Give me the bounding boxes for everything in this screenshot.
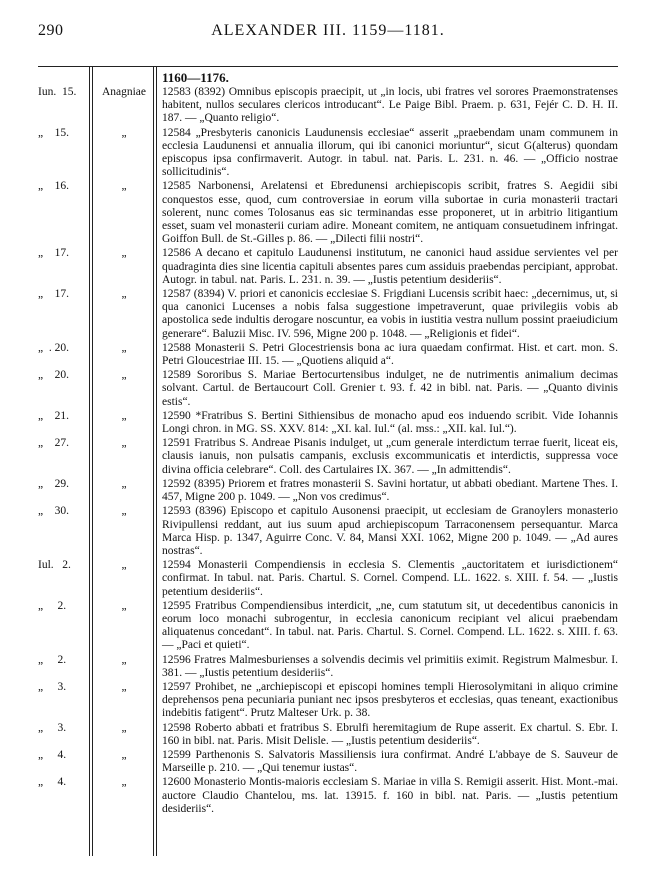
entry-text: 12585 Narbonensi, Arelatensi et Ebredunensi archiepiscopis scribit, fratres S. Aegidii sibi conquestos esse, quod, cum controversiae in eorum villa subortae in curia monasterii tractari solerent, nunc comes Tolosanus eas sic terminandas esse proponeret, ut in arbitrio litigantium esset, suam vel monasterii curiam adire. Moneant comitem, ne antiquam consuetudinem infringat. Goiffon Bull. de St.-Gilles p. 86. — „Dilecti filii nostri“. <box>162 180 618 246</box>
entry-row <box>38 722 618 749</box>
entry-place: „ <box>121 748 127 761</box>
entry-date: „ 17. <box>38 288 69 301</box>
entry-row <box>38 681 618 722</box>
entry-date: „ 27. <box>38 437 69 450</box>
entry-row <box>38 776 618 817</box>
entry-date: „ . 20. <box>38 341 69 354</box>
entry-date: „ 17. <box>38 247 69 260</box>
entry-text: 12596 Fratres Malmesburienses a solvendis decimis vel primitiis eximit. Registrum Malmesbur. I. 381. — „Iustis petentium desideriis“. <box>162 653 618 679</box>
entry-place: „ <box>121 653 127 666</box>
entry-row <box>38 86 618 127</box>
entry-text: 12598 Roberto abbati et fratribus S. Ebrulfi heremitagium de Rupe asserit. Ex chartul. S. Ebr. I. 160 in bibl. nat. Paris. Misit Delisle. — „Iustis petentium desideriis“. <box>162 721 618 747</box>
entry-row <box>38 369 618 410</box>
entry-date: „ 4. <box>38 776 67 789</box>
entry-text: 12597 Prohibet, ne „archiepiscopi et episcopi homines templi Hierosolymitani in aliquo crimine deprehensos pena pecuniaria puniant nec ipsos presbyteros et ecclesias, quas teneant, exactionibus indebitis fatigent“. Prutz Malteser Urk. p. 38. <box>162 680 618 720</box>
entry-place: „ <box>121 409 127 422</box>
entry-place: „ <box>121 477 127 490</box>
regesta-table <box>38 70 618 817</box>
entry-date: Iul. 2. <box>38 559 71 572</box>
entry-text: 12590 *Fratribus S. Bertini Sithiensibus de monacho apud eos induendo scribit. Vide Iohannis Longi chron. in MG. SS. XXV. 814: „XI. kal. Iul.“ (al. mss.: „XII. kal. Iul.“). <box>162 409 618 436</box>
entry-row <box>38 127 618 181</box>
entry-row <box>38 247 618 288</box>
entry-place: „ <box>121 341 127 354</box>
entry-text: 12600 Monasterio Montis-maioris ecclesiam S. Mariae in villa S. Remigii asserit. Hist. Mont.-mai. auctore Claudio Chantelou, ms. lat. 13915. f. 160 in bibl. nat. Paris. — „Iustis petentium desideriis“. <box>162 776 618 815</box>
entry-text: 12584 „Presbyteris canonicis Laudunensis ecclesiae“ asserit „praebendam unam communem in ecclesia Laudunensi et annualia illorum, qui ibi canonici moriuntur“, sicut G(alterus) quondam episcopus ipsa confirmaverit. Autogr. in tabul. nat. Paris. L. 231. n. 46. — „Officio nostrae sollicitudinis“. <box>162 126 618 179</box>
entry-text: 12592 (8395) Priorem et fratres monasterii S. Savini hortatur, ut abbati obediant. Martene Thes. I. 457, Migne 200 p. 1049. — „Non vos credimus“. <box>162 477 618 504</box>
entry-row <box>38 749 618 776</box>
entry-place: „ <box>121 559 127 572</box>
entry-row <box>38 600 618 654</box>
running-title: ALEXANDER III. 1159—1181. <box>211 22 445 39</box>
entry-place: „ <box>121 369 127 382</box>
entry-place: „ <box>121 599 127 612</box>
entry-place: „ <box>121 247 127 260</box>
entry-text: 12587 (8394) V. priori et canonicis ecclesiae S. Frigdiani Lucensis scribit haec: „decernimus, ut, si qua canonici Lucenses a nobis falsa suggestione impetraverunt, quae privilegiis vobis ab apostolica sede indultis derogare noscuntur, ea vobis in iustitia vestra nullum possint praeiudicium generare“. Baluzii Misc. IV. 596, Migne 200 p. 1048. — „Religionis et fidei“. <box>162 288 618 340</box>
entry-text: 12595 Fratribus Compendiensibus interdicit, „ne, cum statutum sit, ut decedentibus canonicis in eorum loco monachi subrogentur, in ecclesia canonicum recipiant vel alicui praebendam aliquatenus concedant“. In tabul. nat. Paris. Chartul. S. Cornel. Compend. LL. 1622. s. XIII. f. 63. — „Paci et quieti“. <box>162 599 618 652</box>
entry-row <box>38 505 618 559</box>
entry-date: „ 3. <box>38 680 67 693</box>
entry-date: „ 4. <box>38 748 67 761</box>
entry-place: „ <box>121 437 127 450</box>
entry-place: „ <box>121 680 127 693</box>
entry-date: „ 2. <box>38 653 67 666</box>
entry-text: 12588 Monasterii S. Petri Glocestriensis bona ac iura quaedam confirmat. Hist. et cart. mon. S. Petri Gloucestriae III. 15. — „Quotiens aliquid a“. <box>162 341 618 368</box>
entry-date: „ 21. <box>38 409 69 422</box>
entry-place: „ <box>121 776 127 789</box>
entry-place: „ <box>121 126 127 139</box>
entry-row <box>38 410 618 437</box>
entry-text: 12586 A decano et capitulo Laudunensi institutum, ne canonici haud assidue servientes vel per quadraginta dies sine licentia capituli absentes pares cum assiduis praebendas percipiant, approbat. Autogr. in tabul. nat. Paris. L. 231. n. 39. — „Iustis petentium desideriis“. <box>162 247 618 286</box>
entry-text: 12593 (8396) Episcopo et capitulo Ausonensi praecipit, ut ecclesiam de Granoylers monasterio Rivipullensi reddant, aut ius suum apud archiepiscopum Tarraconensem persequantur. Marca Marca Hisp. p. 1347, Aguirre Conc. V. 84, Mansi XXI. 1062, Migne 200 p. 1049. — „Ad aures nostras“. <box>162 505 618 557</box>
entry-row <box>38 288 618 342</box>
entry-text: 12583 (8392) Omnibus episcopis praecipit, ut „in locis, ubi fratres vel sorores Praemonstratenses habitent, nullos seculares clericos introducant“. Le Paige Bibl. Praem. p. 631, Fejér C. D. H. II. 187. — „Quanto religio“. <box>162 86 618 125</box>
running-header <box>38 22 618 44</box>
entry-date: „ 16. <box>38 180 69 193</box>
entry-text: 12591 Fratribus S. Andreae Pisanis indulget, ut „cum generale interdictum terrae fuerit, liceat eis, clausis ianuis, non pulsatis campanis, exclusis excommunicatis et interdictis, suppressa voce divina officia celebrare“. Coll. des Cartulaires IX. 367. — „In admittendis“. <box>162 437 618 476</box>
entry-row <box>38 478 618 505</box>
entry-place: Anagniae <box>101 86 147 98</box>
entry-place: „ <box>121 288 127 301</box>
entry-date: „ 3. <box>38 721 67 734</box>
entry-row <box>38 654 618 681</box>
entry-text: 12594 Monasterii Compendiensis in ecclesia S. Clementis „auctoritatem et iurisdictionem“ confirmat. In tabul. nat. Paris. Chartul. S. Cornel. Compend. LL. 1622. s. XIII. f. 54. — „Iustis petentium desideriis“. <box>162 559 618 598</box>
entry-date: „ 29. <box>38 477 69 490</box>
section-heading: 1160—1176. <box>162 70 229 85</box>
entry-list <box>38 86 618 817</box>
entry-date: „ 30. <box>38 505 69 518</box>
entry-row <box>38 180 618 247</box>
entry-date: Iun. 15. <box>38 86 77 98</box>
entry-place: „ <box>121 505 127 518</box>
entry-date: „ 20. <box>38 369 69 382</box>
page-number: 290 <box>38 22 64 39</box>
entry-row <box>38 342 618 369</box>
entry-place: „ <box>121 180 127 193</box>
entry-text: 12589 Sororibus S. Mariae Bertocurtensibus indulget, ne de nutrimentis animalium decimas solvant. Cartul. de Bertaucourt Coll. Grenier t. 93. f. 42 in bibl. nat. Paris. — „Quanto divinis estis“. <box>162 369 618 408</box>
top-rule <box>38 66 618 67</box>
entry-date: „ 2. <box>38 599 67 612</box>
entry-text: 12599 Parthenonis S. Salvatoris Massiliensis iura confirmat. André L'abbaye de S. Sauveur de Marseille p. 210. — „Qui tenemur iustas“. <box>162 748 618 775</box>
entry-date: „ 15. <box>38 126 69 139</box>
entry-place: „ <box>121 721 127 734</box>
entry-row <box>38 437 618 478</box>
entry-row <box>38 559 618 600</box>
